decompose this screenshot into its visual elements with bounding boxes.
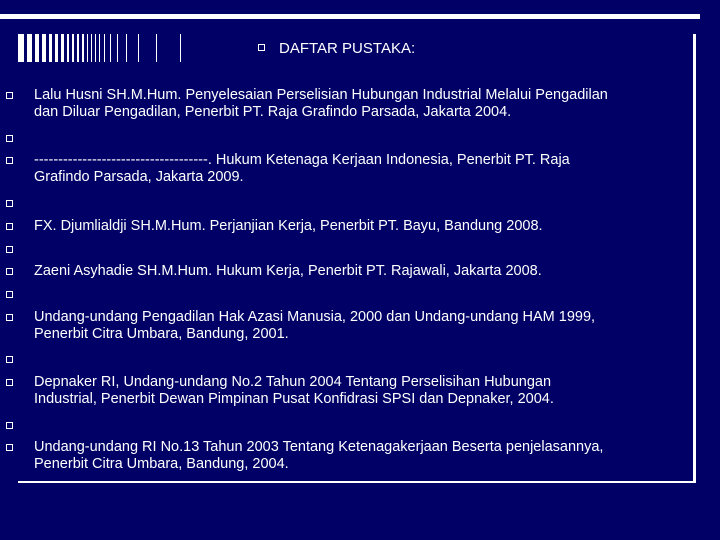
reference-entry (34, 152, 684, 186)
reference-line: FX. Djumlialdji SH.M.Hum. Perjanjian Kerja, Penerbit PT. Bayu, Bandung 2008. (34, 218, 543, 234)
square-bullet-icon (6, 223, 13, 230)
square-bullet-icon (258, 44, 265, 51)
decor-bar (87, 34, 88, 62)
reference-line: Penerbit Citra Umbara, Bandung, 2001. (34, 326, 289, 342)
reference-line: Zaeni Asyhadie SH.M.Hum. Hukum Kerja, Penerbit PT. Rajawali, Jakarta 2008. (34, 263, 542, 279)
square-bullet-icon (6, 157, 13, 164)
square-bullet-icon (6, 246, 13, 253)
reference-line: Penerbit Citra Umbara, Bandung, 2004. (34, 456, 289, 472)
decor-bar (82, 34, 84, 62)
reference-line: Industrial, Penerbit Dewan Pimpinan Pusat Konfidrasi SPSI dan Depnaker, 2004. (34, 391, 554, 407)
decor-bar (61, 34, 64, 62)
decor-bar (126, 34, 127, 62)
square-bullet-icon (6, 314, 13, 321)
square-bullet-icon (6, 422, 13, 429)
square-bullet-icon (6, 291, 13, 298)
reference-entry (34, 87, 684, 121)
reference-line: Undang-undang RI No.13 Tahun 2003 Tentang Ketenagakerjaan Beserta penjelasannya, (34, 439, 604, 455)
reference-entry (34, 309, 684, 343)
decor-bar (117, 34, 118, 62)
reference-line: Depnaker RI, Undang-undang No.2 Tahun 2004 Tentang Perselisihan Hubungan (34, 374, 552, 390)
reference-entry (34, 374, 684, 408)
square-bullet-icon (6, 200, 13, 207)
decor-bar (67, 34, 69, 62)
square-bullet-icon (6, 135, 13, 142)
square-bullet-icon (6, 444, 13, 451)
reference-entry (34, 263, 684, 280)
decor-bar (156, 34, 157, 62)
decor-bar (110, 34, 111, 62)
page-title: DAFTAR PUSTAKA: (279, 40, 416, 57)
right-border-rule (693, 34, 696, 482)
decor-bar (27, 34, 32, 62)
decor-bar (180, 34, 181, 62)
reference-line: Grafindo Parsada, Jakarta 2009. (34, 169, 244, 185)
decorative-bars (18, 34, 268, 62)
square-bullet-icon (6, 92, 13, 99)
decor-bar (91, 34, 92, 62)
square-bullet-icon (6, 379, 13, 386)
bottom-border-rule (18, 481, 696, 483)
reference-line: Undang-undang Pengadilan Hak Azasi Manusia, 2000 dan Undang-undang HAM 1999, (34, 309, 596, 325)
reference-line: dan Diluar Pengadilan, Penerbit PT. Raja Grafindo Parsada, Jakarta 2004. (34, 104, 512, 120)
square-bullet-icon (6, 356, 13, 363)
decor-bar (72, 34, 74, 62)
square-bullet-icon (6, 268, 13, 275)
decor-bar (138, 34, 139, 62)
decor-bar (49, 34, 52, 62)
reference-entry (34, 218, 684, 235)
decor-bar (104, 34, 105, 62)
decor-bar (99, 34, 100, 62)
decor-bar (95, 34, 96, 62)
reference-line: Lalu Husni SH.M.Hum. Penyelesaian Perselisian Hubungan Industrial Melalui Pengadilan (34, 87, 608, 103)
decor-bar (77, 34, 79, 62)
reference-line: ------------------------------------. Hukum Ketenaga Kerjaan Indonesia, Penerbit PT. Raja (34, 152, 570, 168)
top-decorative-line (0, 14, 700, 19)
decor-bar (55, 34, 58, 62)
page-title-row (258, 40, 415, 57)
decor-bar (42, 34, 46, 62)
reference-entry (34, 439, 684, 473)
decor-bar (35, 34, 39, 62)
decor-bar (18, 34, 24, 62)
